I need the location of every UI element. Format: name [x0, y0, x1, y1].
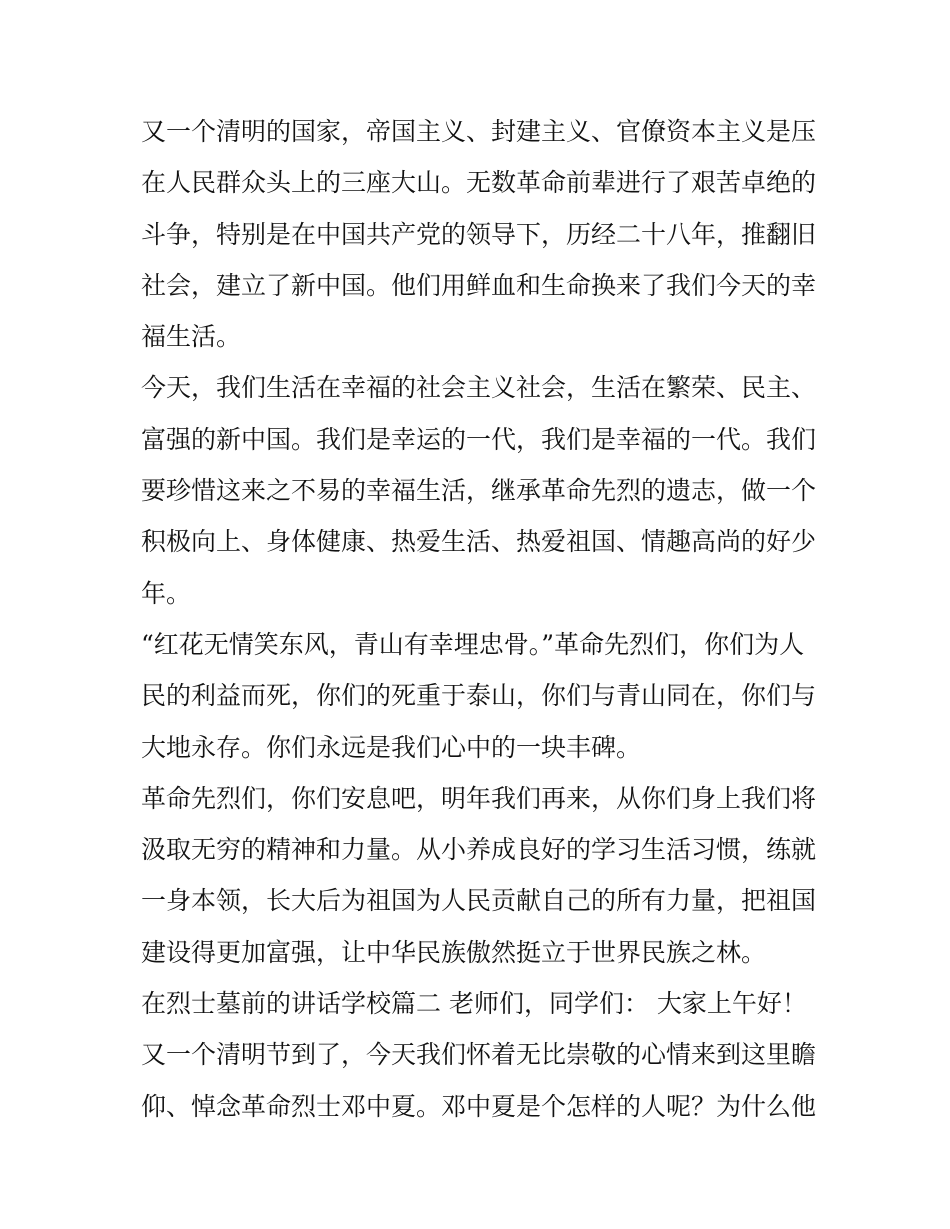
text-line: 社会，建立了新中国。他们用鲜血和生命换来了我们今天的幸: [141, 270, 817, 300]
document-body: [141, 106, 817, 1132]
text-line: 积极向上、身体健康、热爱生活、热爱祖国、情趣高尚的好少: [141, 527, 817, 557]
text-line: 要珍惜这来之不易的幸福生活，继承革命先烈的遗志，做一个: [141, 476, 817, 506]
text-line: 建设得更加富强，让中华民族傲然挺立于世界民族之林。: [141, 937, 767, 967]
text-line: 富强的新中国。我们是幸运的一代，我们是幸福的一代。我们: [141, 424, 817, 454]
text-line: 福生活。: [141, 322, 242, 352]
text-line: “红花无情笑东风，青山有幸埋忠骨。”革命先烈们，你们为人: [141, 629, 805, 659]
text-line: 革命先烈们，你们安息吧，明年我们再来，从你们身上我们将: [141, 783, 817, 813]
text-line: 民的利益而死，你们的死重于泰山，你们与青山同在，你们与: [141, 681, 817, 711]
text-line: 今天，我们生活在幸福的社会主义社会，生活在繁荣、民主、: [141, 373, 817, 403]
text-line: 仰、悼念革命烈士邓中夏。邓中夏是个怎样的人呢？为什么他: [141, 1091, 817, 1121]
text-line: 汲取无穷的精神和力量。从小养成良好的学习生活习惯，练就: [141, 835, 817, 865]
text-line: 在人民群众头上的三座大山。无数革命前辈进行了艰苦卓绝的: [141, 168, 817, 198]
text-line: 又一个清明节到了，今天我们怀着无比崇敬的心情来到这里瞻: [141, 1040, 817, 1070]
text-line: 又一个清明的国家，帝国主义、封建主义、官僚资本主义是压: [141, 117, 817, 146]
section-heading-line: 在烈士墓前的讲话学校篇二 老师们，同学们： 大家上午好！: [141, 989, 807, 1019]
text-line: 斗争，特别是在中国共产党的领导下，历经二十八年，推翻旧: [141, 219, 817, 249]
text-line: 大地永存。你们永远是我们心中的一块丰碑。: [141, 732, 642, 762]
text-line: 年。: [141, 578, 192, 608]
text-line: 一身本领，长大后为祖国为人民贡献自己的所有力量，把祖国: [141, 886, 817, 916]
